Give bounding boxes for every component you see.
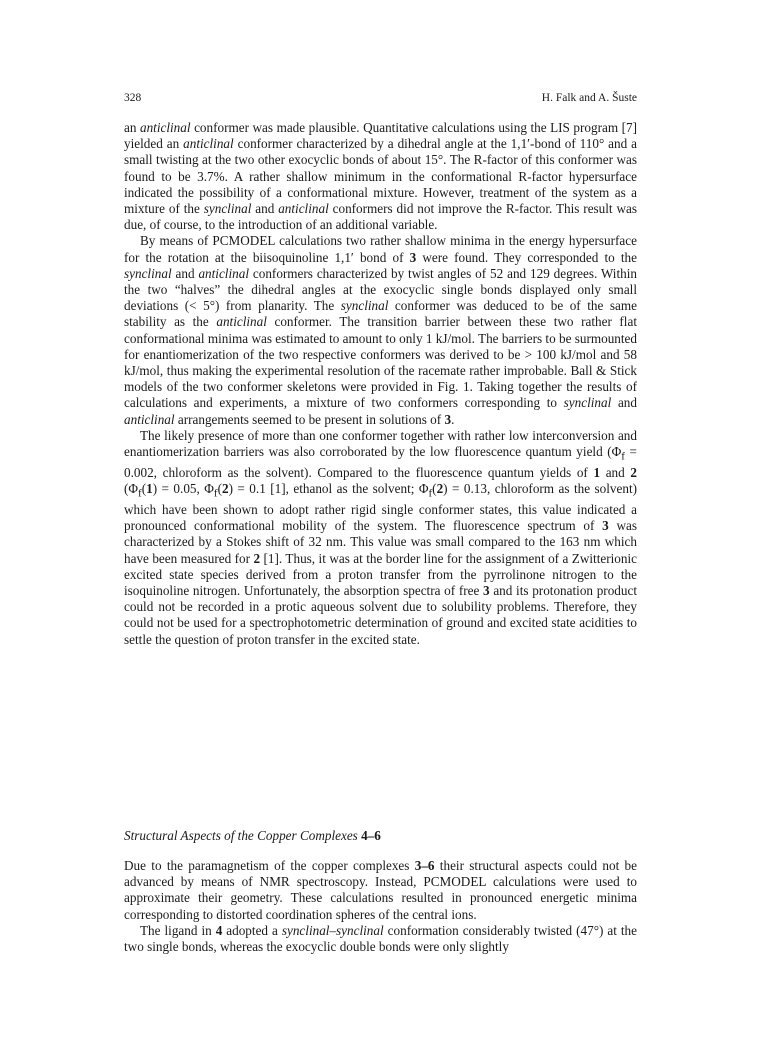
paragraph: Due to the paramagnetism of the copper complexes 3–6 their structural aspects could not be advanced by means of NMR spectroscopy. Instead, PCMODEL calculations were used to approximate their geometry. These calculations resulted in pronounced energetic minima corresponding to distorted coordination spheres of the central ions. — [124, 858, 637, 922]
paragraph: By means of PCMODEL calculations two rather shallow minima in the energy hypersurface for the rotation at the biisoquinoline 1,1′ bond of 3 were found. They corresponded to the synclinal and anticlinal conformers characterized by twist angles of 52 and 129 degrees. Within the two “halves” the dihedral angles at the exocyclic single bonds displayed only small deviations (< 5°) from planarity. The synclinal conformer was deduced to be of the same stability as the anticlinal conformer. The transition barrier between these two rather flat conformational minima was estimated to amount to only 1 kJ/mol. The barriers to be surmounted for enantiomerization of the two respective conformers was derived to be > 100 kJ/mol and 58 kJ/mol, thus making the experimental resolution of the racemate rather improbable. Ball & Stick models of the two conformer skeletons were provided in Fig. 1. Taking together the results of calculations and experiments, a mixture of two conformers corresponding to synclinal and anticlinal arrangements seemed to be present in solutions of 3. — [124, 233, 638, 427]
section-heading-text: Structural Aspects of the Copper Complexes — [124, 828, 362, 843]
paragraph: The ligand in 4 adopted a synclinal–synclinal conformation considerably twisted (47°) at the two single bonds, whereas the exocyclic double bonds were only slightly — [124, 922, 637, 955]
section-body-text — [124, 858, 637, 955]
section-heading-numbers: 4–6 — [361, 828, 381, 843]
running-head-authors: H. Falk and A. Šuste — [541, 92, 637, 104]
page-number: 328 — [124, 92, 142, 104]
section-heading — [124, 828, 637, 844]
body-text — [124, 120, 637, 648]
paragraph: The likely presence of more than one conformer together with rather low interconversion and enantiomerization barriers was also corroborated by the low fluorescence quantum yield ($\Phi_f = 0.002$, chloroform as the solvent). Compared to the fluorescence quantum yields of 1 and 2 ($\Phi_f(1) = 0.05$, $\Phi_f(2) = 0.1$ [1], ethanol as the solvent; $\Phi_f(2) = 0.13$, chloroform as the solvent) which have been shown to adopt rather rigid single conformer states, this value indicated a pronounced conformational mobility of the system. The fluorescence spectrum of 3 was characterized by a Stokes shift of 32 nm. This value was small compared to the 163 nm which have been measured for 2 [1]. Thus, it was at the border line for the assignment of a Zwitterionic excited state species derived from a proton transfer from the pyrrolinone nitrogen to the isoquinoline nitrogen. Unfortunately, the absorption spectra of free 3 and its protonation product could not be recorded in a protic aqueous solvent due to solubility problems. Therefore, they could not be used for a spectrophotometric determination of ground and excited state acidities to settle the question of proton transfer in the excited state. — [124, 427, 637, 647]
paragraph: an anticlinal conformer was made plausible. Quantitative calculations using the LIS program [7] yielded an anticlinal conformer characterized by a dihedral angle at the 1,1′-bond of 110° and a small twisting at the two other exocyclic bonds of about 15°. The R-factor of this conformer was found to be 3.7%. A rather shallow minimum in the conformational R-factor hypersurface indicated the possibility of a conformational mixture. However, treatment of the system as a mixture of the synclinal and anticlinal conformers did not improve the R-factor. This result was due, of course, to the introduction of an additional variable. — [124, 120, 637, 233]
